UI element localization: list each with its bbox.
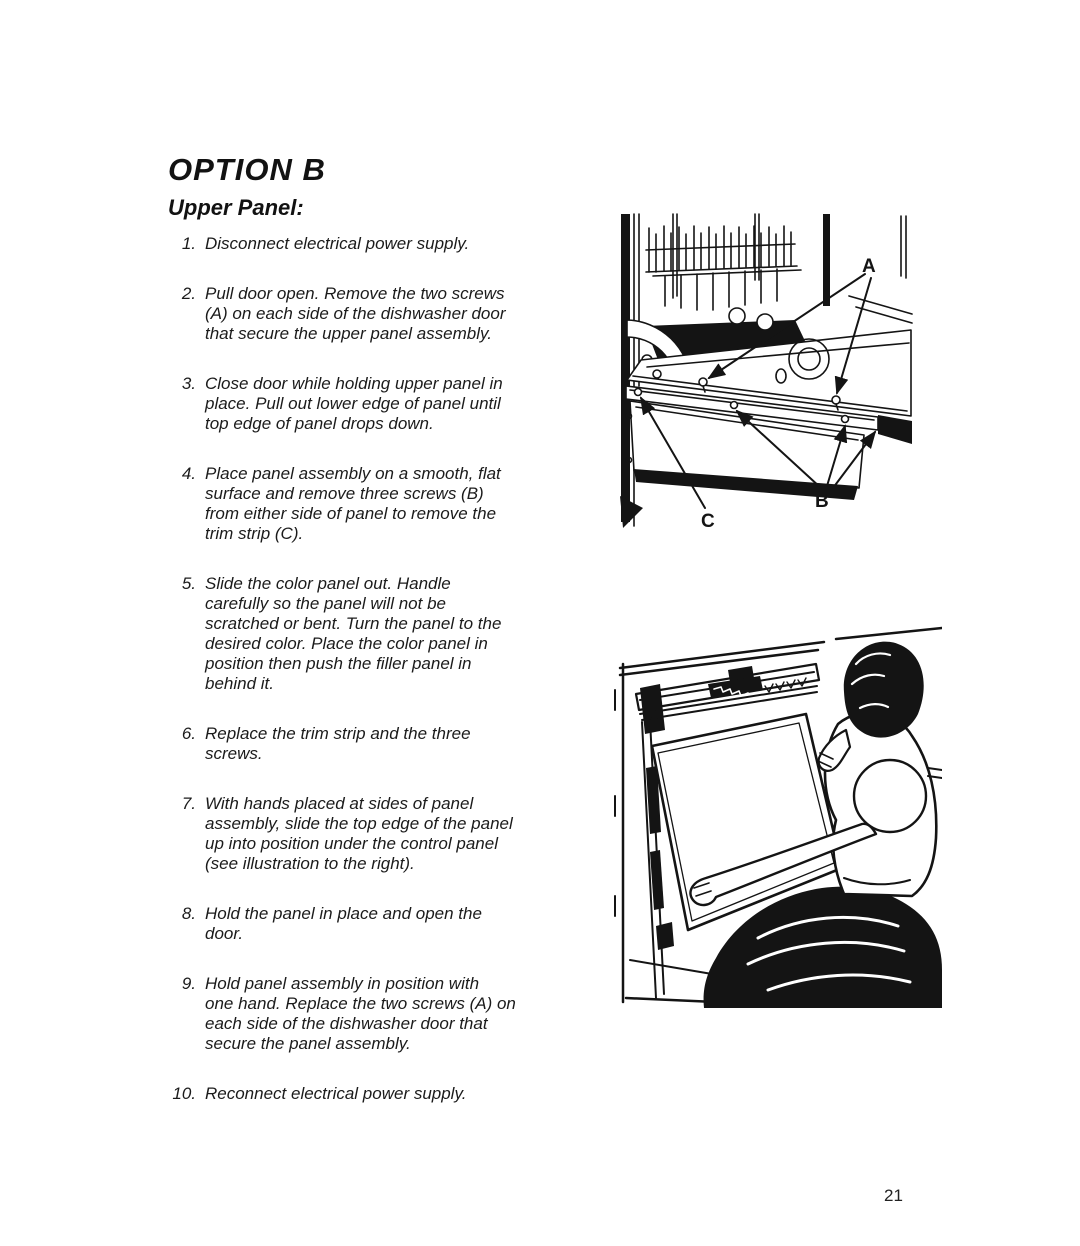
step-number: 7.	[181, 794, 196, 813]
step-number: 5.	[181, 574, 196, 593]
step-item	[158, 234, 522, 254]
step-text-line: With hands placed at sides of panel	[205, 794, 474, 813]
step-text-line: each side of the dishwasher door that	[205, 1014, 488, 1033]
step-text-line: Replace the trim strip and the three	[205, 724, 471, 743]
step-text-line: Pull door open. Remove the two screws	[205, 284, 505, 303]
step-text-line: that secure the upper panel assembly.	[205, 324, 492, 343]
door-screws-illustration	[613, 210, 913, 530]
callout-label-c: C	[701, 511, 715, 530]
step-text	[205, 724, 522, 764]
step-text-line: scratched or bent. Turn the panel to the	[205, 614, 502, 633]
figure-door-screws	[613, 210, 913, 530]
callout-label-b: B	[815, 491, 829, 512]
step-item	[158, 284, 522, 344]
panel-install-illustration	[610, 626, 942, 1008]
step-text-line: Place panel assembly on a smooth, flat	[205, 464, 501, 483]
step-text-line: screws.	[205, 744, 263, 763]
page-number: 21	[884, 1186, 903, 1205]
step-number: 1.	[181, 234, 196, 253]
step-text-line: (see illustration to the right).	[205, 854, 415, 873]
step-text-line: place. Pull out lower edge of panel until	[205, 394, 501, 413]
step-number: 6.	[181, 724, 196, 743]
step-number: 8.	[181, 904, 196, 923]
step-text	[205, 464, 522, 544]
step-item	[158, 574, 522, 694]
section-subtitle: Upper Panel:	[168, 195, 304, 220]
step-text-line: surface and remove three screws (B)	[205, 484, 484, 503]
step-text-line: Reconnect electrical power supply.	[205, 1084, 467, 1103]
step-text-line: Disconnect electrical power supply.	[205, 234, 470, 253]
step-text-line: one hand. Replace the two screws (A) on	[205, 994, 516, 1013]
step-item	[158, 724, 522, 764]
step-number: 4.	[181, 464, 196, 483]
step-text-line: from either side of panel to remove the	[205, 504, 497, 523]
figure-panel-install	[610, 626, 942, 1008]
step-text-line: assembly, slide the top edge of the panel	[205, 814, 513, 833]
step-text-line: desired color. Place the color panel in	[205, 634, 488, 653]
step-text	[205, 574, 522, 694]
page-title: OPTION B	[168, 152, 326, 187]
step-text-line: secure the panel assembly.	[205, 1034, 411, 1053]
step-text-line: carefully so the panel will not be	[205, 594, 446, 613]
step-text-line: Hold the panel in place and open the	[205, 904, 482, 923]
callout-label-a: A	[862, 256, 876, 277]
step-text-line: door.	[205, 924, 244, 943]
step-text-line: trim strip (C).	[205, 524, 304, 543]
step-text-line: Hold panel assembly in position with	[205, 974, 480, 993]
step-item	[158, 374, 522, 434]
step-text-line: position then push the filler panel in	[205, 654, 472, 673]
step-text-line: top edge of panel drops down.	[205, 414, 434, 433]
step-text-line: Close door while holding upper panel in	[205, 374, 503, 393]
step-item	[158, 464, 522, 544]
step-number: 2.	[181, 284, 196, 303]
step-item	[158, 974, 522, 1054]
step-text-line: up into position under the control panel	[205, 834, 498, 853]
step-item	[158, 904, 522, 944]
step-number: 10.	[172, 1084, 196, 1103]
step-text	[205, 374, 522, 434]
step-item	[158, 1084, 522, 1104]
step-text	[205, 234, 522, 254]
step-text	[205, 904, 522, 944]
instruction-list	[158, 234, 522, 1134]
step-text	[205, 794, 522, 874]
step-number: 9.	[181, 974, 196, 993]
step-text-line: (A) on each side of the dishwasher door	[205, 304, 506, 323]
step-text-line: Slide the color panel out. Handle	[205, 574, 451, 593]
step-number: 3.	[181, 374, 196, 393]
step-item	[158, 794, 522, 874]
step-text	[205, 974, 522, 1054]
step-text-line: behind it.	[205, 674, 274, 693]
step-text	[205, 1084, 522, 1104]
step-text	[205, 284, 522, 344]
